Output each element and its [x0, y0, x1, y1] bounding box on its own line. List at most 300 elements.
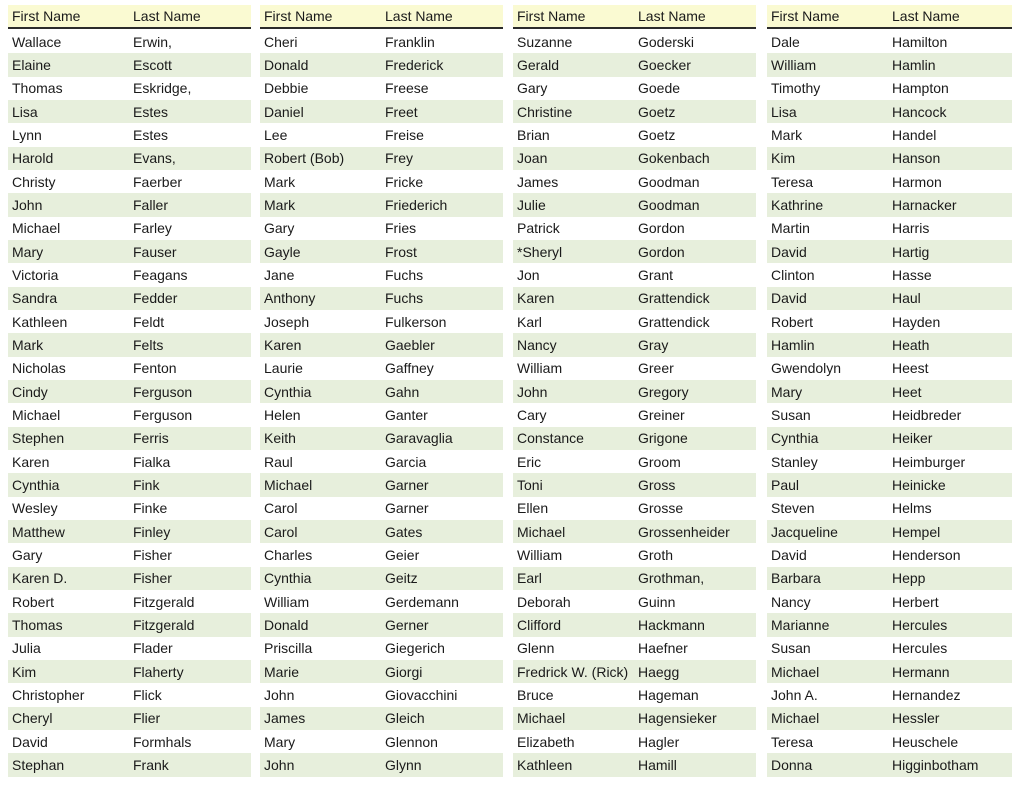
- first-name-cell: Victoria: [12, 266, 59, 283]
- last-name-cell: Grant: [638, 266, 674, 283]
- first-name-cell: Marie: [264, 663, 300, 680]
- first-name-cell: John A.: [771, 686, 818, 703]
- last-name-cell: Heidbreder: [892, 406, 962, 423]
- last-name-cell: Goderski: [638, 33, 695, 50]
- table-row: [513, 380, 756, 403]
- table-row: [260, 53, 503, 76]
- last-name-cell: Fries: [385, 220, 417, 237]
- last-name-cell: Fisher: [133, 546, 172, 563]
- table-row: [8, 77, 251, 100]
- last-name-cell: Fink: [133, 476, 160, 493]
- table-row: [513, 357, 756, 380]
- first-name-cell: *Sheryl: [517, 243, 563, 260]
- table-row: [260, 613, 503, 636]
- first-name-cell: Dale: [771, 33, 800, 50]
- first-name-cell: Susan: [771, 640, 811, 657]
- first-name-cell: John: [12, 196, 43, 213]
- table-row: [260, 380, 503, 403]
- first-name-cell: Harold: [12, 150, 54, 167]
- last-name-cell: Gates: [385, 523, 423, 540]
- last-name-cell: Grattendick: [638, 290, 710, 307]
- first-name-cell: Stephen: [12, 430, 65, 447]
- table-row: [513, 100, 756, 123]
- table-row: [767, 53, 1012, 76]
- table-row: [767, 590, 1012, 613]
- table-row: [260, 77, 503, 100]
- last-name-cell: Hanson: [892, 150, 941, 167]
- last-name-cell: Franklin: [385, 33, 435, 50]
- table-row: [767, 333, 1012, 356]
- first-name-header: First Name: [517, 8, 586, 24]
- first-name-cell: Carol: [264, 500, 298, 517]
- first-name-cell: Lisa: [771, 103, 797, 120]
- last-name-cell: Hartig: [892, 243, 930, 260]
- first-name-cell: Michael: [264, 476, 313, 493]
- first-name-header: First Name: [771, 8, 840, 24]
- table-row: [767, 683, 1012, 706]
- last-name-cell: Giovacchini: [385, 686, 458, 703]
- last-name-cell: Groom: [638, 453, 681, 470]
- first-name-cell: Cindy: [12, 383, 48, 400]
- table-row: [8, 730, 251, 753]
- first-name-cell: Gary: [264, 220, 295, 237]
- table-row: [8, 707, 251, 730]
- first-name-cell: William: [264, 593, 310, 610]
- first-name-cell: Robert (Bob): [264, 150, 345, 167]
- last-name-cell: Frank: [133, 756, 169, 773]
- last-name-cell: Ferris: [133, 430, 169, 447]
- last-name-cell: Fricke: [385, 173, 424, 190]
- last-name-cell: Hagler: [638, 733, 680, 750]
- last-name-cell: Harnacker: [892, 196, 957, 213]
- first-name-cell: David: [771, 546, 807, 563]
- first-name-cell: Jon: [517, 266, 540, 283]
- last-name-cell: Higginbotham: [892, 756, 979, 773]
- last-name-cell: Haegg: [638, 663, 680, 680]
- last-name-cell: Garavaglia: [385, 430, 453, 447]
- first-name-cell: Cynthia: [12, 476, 60, 493]
- first-name-cell: Debbie: [264, 80, 309, 97]
- last-name-cell: Haefner: [638, 640, 688, 657]
- first-name-cell: Ellen: [517, 500, 549, 517]
- table-row: [767, 427, 1012, 450]
- last-name-cell: Glynn: [385, 756, 422, 773]
- first-name-cell: Nancy: [771, 593, 811, 610]
- table-row: [767, 287, 1012, 310]
- first-name-cell: Michael: [517, 523, 566, 540]
- table-row: [8, 753, 251, 776]
- first-name-cell: Cary: [517, 406, 547, 423]
- last-name-cell: Grattendick: [638, 313, 710, 330]
- first-name-header: First Name: [12, 8, 81, 24]
- table-row: [8, 170, 251, 193]
- first-name-cell: Michael: [12, 406, 61, 423]
- last-name-cell: Faller: [133, 196, 169, 213]
- first-name-cell: Toni: [517, 476, 543, 493]
- first-name-cell: Clinton: [771, 266, 815, 283]
- last-name-cell: Goede: [638, 80, 681, 97]
- table-row: [260, 263, 503, 286]
- table-row: [8, 123, 251, 146]
- last-name-cell: Feldt: [133, 313, 165, 330]
- first-name-cell: Michael: [517, 710, 566, 727]
- name-table-block: [513, 5, 756, 777]
- last-name-cell: Felts: [133, 336, 164, 353]
- last-name-cell: Hernandez: [892, 686, 961, 703]
- last-name-cell: Gordon: [638, 243, 685, 260]
- last-name-cell: Garner: [385, 476, 429, 493]
- last-name-cell: Haul: [892, 290, 921, 307]
- table-row: [513, 170, 756, 193]
- last-name-cell: Gokenbach: [638, 150, 710, 167]
- table-row: [8, 333, 251, 356]
- first-name-cell: Steven: [771, 500, 815, 517]
- table-row: [513, 310, 756, 333]
- table-row: [8, 683, 251, 706]
- table-row: [513, 193, 756, 216]
- first-name-cell: Christopher: [12, 686, 85, 703]
- first-name-cell: Gary: [517, 80, 548, 97]
- table-row: [767, 263, 1012, 286]
- last-name-cell: Ferguson: [133, 383, 193, 400]
- first-name-cell: Teresa: [771, 733, 814, 750]
- first-name-cell: Elizabeth: [517, 733, 575, 750]
- table-row: [260, 520, 503, 543]
- table-row: [260, 543, 503, 566]
- table-row: [8, 473, 251, 496]
- name-table-block: [767, 5, 1012, 777]
- last-name-cell: Escott: [133, 56, 172, 73]
- last-name-cell: Greiner: [638, 406, 685, 423]
- table-row: [260, 567, 503, 590]
- last-name-cell: Geitz: [385, 570, 418, 587]
- table-row: [767, 123, 1012, 146]
- table-row: [513, 123, 756, 146]
- table-row: [260, 497, 503, 520]
- table-row: [513, 403, 756, 426]
- last-name-cell: Finke: [133, 500, 168, 517]
- first-name-cell: Gerald: [517, 56, 560, 73]
- first-name-cell: Kathleen: [12, 313, 68, 330]
- first-name-cell: Mary: [12, 243, 44, 260]
- table-row: [8, 263, 251, 286]
- table-row: [767, 613, 1012, 636]
- table-row: [767, 380, 1012, 403]
- first-name-cell: Bruce: [517, 686, 554, 703]
- last-name-cell: Fisher: [133, 570, 172, 587]
- first-name-cell: Cynthia: [264, 383, 312, 400]
- first-name-cell: Karl: [517, 313, 542, 330]
- first-name-cell: Deborah: [517, 593, 571, 610]
- last-name-cell: Fialka: [133, 453, 171, 470]
- table-row: [767, 730, 1012, 753]
- last-name-cell: Goodman: [638, 196, 700, 213]
- first-name-cell: Cynthia: [264, 570, 312, 587]
- first-name-cell: James: [517, 173, 559, 190]
- table-row: [767, 403, 1012, 426]
- first-name-cell: Paul: [771, 476, 800, 493]
- last-name-cell: Hagensieker: [638, 710, 717, 727]
- last-name-cell: Goetz: [638, 103, 676, 120]
- table-row: [260, 590, 503, 613]
- table-row: [767, 217, 1012, 240]
- first-name-cell: Christy: [12, 173, 56, 190]
- last-name-cell: Fitzgerald: [133, 616, 195, 633]
- first-name-cell: Robert: [771, 313, 814, 330]
- last-name-cell: Heath: [892, 336, 930, 353]
- last-name-cell: Gordon: [638, 220, 685, 237]
- table-row: [260, 450, 503, 473]
- table-row: [513, 473, 756, 496]
- table-row: [513, 613, 756, 636]
- table-row: [260, 473, 503, 496]
- last-name-cell: Hercules: [892, 616, 948, 633]
- last-name-cell: Freet: [385, 103, 418, 120]
- table-row: [260, 287, 503, 310]
- header-row: [767, 5, 1012, 29]
- last-name-cell: Fenton: [133, 360, 177, 377]
- header-row: [8, 5, 251, 29]
- first-name-cell: Gary: [12, 546, 43, 563]
- first-name-cell: John: [264, 756, 295, 773]
- first-name-cell: John: [517, 383, 548, 400]
- table-row: [8, 217, 251, 240]
- first-name-cell: Stanley: [771, 453, 818, 470]
- first-name-cell: Marianne: [771, 616, 830, 633]
- last-name-cell: Estes: [133, 126, 169, 143]
- table-row: [767, 520, 1012, 543]
- last-name-cell: Herbert: [892, 593, 939, 610]
- first-name-cell: Matthew: [12, 523, 65, 540]
- first-name-cell: Clifford: [517, 616, 562, 633]
- table-row: [8, 147, 251, 170]
- last-name-cell: Flick: [133, 686, 162, 703]
- table-row: [260, 333, 503, 356]
- first-name-cell: Nicholas: [12, 360, 66, 377]
- last-name-cell: Hampton: [892, 80, 949, 97]
- last-name-cell: Grigone: [638, 430, 688, 447]
- table-row: [260, 427, 503, 450]
- last-name-cell: Goecker: [638, 56, 691, 73]
- first-name-cell: Nancy: [517, 336, 557, 353]
- table-row: [8, 310, 251, 333]
- name-list: [8, 5, 1012, 779]
- table-row: [513, 77, 756, 100]
- table-row: [8, 380, 251, 403]
- table-row: [8, 193, 251, 216]
- last-name-header: Last Name: [638, 8, 706, 24]
- first-name-cell: Kathleen: [517, 756, 573, 773]
- first-name-cell: Eric: [517, 453, 542, 470]
- table-row: [513, 567, 756, 590]
- last-name-cell: Gross: [638, 476, 676, 493]
- last-name-cell: Gerner: [385, 616, 429, 633]
- table-row: [767, 100, 1012, 123]
- first-name-cell: Donald: [264, 616, 309, 633]
- last-name-cell: Feagans: [133, 266, 188, 283]
- table-row: [260, 217, 503, 240]
- last-name-cell: Farley: [133, 220, 172, 237]
- table-row: [767, 567, 1012, 590]
- table-row: [513, 53, 756, 76]
- first-name-cell: Susan: [771, 406, 811, 423]
- first-name-cell: Donald: [264, 56, 309, 73]
- last-name-cell: Greer: [638, 360, 674, 377]
- last-name-cell: Frey: [385, 150, 413, 167]
- name-table-block: [260, 5, 503, 777]
- table-row: [767, 30, 1012, 53]
- table-row: [513, 217, 756, 240]
- table-row: [513, 660, 756, 683]
- first-name-cell: Karen: [264, 336, 302, 353]
- table-row: [260, 637, 503, 660]
- first-name-cell: Earl: [517, 570, 542, 587]
- first-name-cell: Donna: [771, 756, 813, 773]
- first-name-cell: Brian: [517, 126, 550, 143]
- table-row: [767, 637, 1012, 660]
- table-row: [513, 683, 756, 706]
- last-name-cell: Ferguson: [133, 406, 193, 423]
- table-row: [260, 30, 503, 53]
- last-name-cell: Goetz: [638, 126, 676, 143]
- table-row: [8, 287, 251, 310]
- last-name-cell: Hackmann: [638, 616, 705, 633]
- table-row: [513, 427, 756, 450]
- first-name-cell: Joan: [517, 150, 548, 167]
- last-name-cell: Gregory: [638, 383, 689, 400]
- table-row: [513, 263, 756, 286]
- table-row: [767, 357, 1012, 380]
- last-name-cell: Gerdemann: [385, 593, 459, 610]
- last-name-cell: Freese: [385, 80, 429, 97]
- last-name-cell: Geier: [385, 546, 420, 563]
- first-name-cell: Gwendolyn: [771, 360, 842, 377]
- last-name-cell: Henderson: [892, 546, 961, 563]
- table-row: [8, 100, 251, 123]
- table-row: [767, 310, 1012, 333]
- first-name-cell: Elaine: [12, 56, 51, 73]
- first-name-header: First Name: [264, 8, 333, 24]
- table-row: [767, 707, 1012, 730]
- table-row: [513, 520, 756, 543]
- last-name-cell: Heet: [892, 383, 922, 400]
- first-name-cell: Cheri: [264, 33, 298, 50]
- table-row: [767, 240, 1012, 263]
- first-name-cell: Lynn: [12, 126, 42, 143]
- last-name-cell: Heimburger: [892, 453, 966, 470]
- first-name-cell: Michael: [12, 220, 61, 237]
- table-row: [8, 30, 251, 53]
- table-row: [513, 753, 756, 776]
- first-name-cell: Kim: [771, 150, 796, 167]
- last-name-cell: Eskridge,: [133, 80, 192, 97]
- last-name-cell: Frost: [385, 243, 417, 260]
- first-name-cell: Lee: [264, 126, 288, 143]
- first-name-cell: John: [264, 686, 295, 703]
- table-row: [513, 707, 756, 730]
- table-row: [260, 100, 503, 123]
- last-name-cell: Heinicke: [892, 476, 946, 493]
- table-row: [513, 287, 756, 310]
- first-name-cell: Wesley: [12, 500, 58, 517]
- first-name-cell: Mary: [264, 733, 296, 750]
- first-name-cell: Kim: [12, 663, 37, 680]
- last-name-cell: Ganter: [385, 406, 428, 423]
- last-name-cell: Fulkerson: [385, 313, 447, 330]
- first-name-cell: Suzanne: [517, 33, 573, 50]
- last-name-cell: Heest: [892, 360, 929, 377]
- first-name-cell: Keith: [264, 430, 296, 447]
- last-name-cell: Groth: [638, 546, 674, 563]
- first-name-cell: Wallace: [12, 33, 62, 50]
- table-row: [8, 543, 251, 566]
- first-name-cell: Mary: [771, 383, 803, 400]
- first-name-cell: Christine: [517, 103, 573, 120]
- table-row: [260, 707, 503, 730]
- table-row: [260, 147, 503, 170]
- table-row: [767, 473, 1012, 496]
- last-name-cell: Grossenheider: [638, 523, 730, 540]
- table-row: [513, 147, 756, 170]
- first-name-cell: Martin: [771, 220, 810, 237]
- table-row: [767, 147, 1012, 170]
- table-row: [513, 590, 756, 613]
- first-name-cell: Kathrine: [771, 196, 824, 213]
- table-row: [767, 77, 1012, 100]
- first-name-cell: Cynthia: [771, 430, 819, 447]
- last-name-cell: Fuchs: [385, 290, 424, 307]
- last-name-cell: Estes: [133, 103, 169, 120]
- first-name-cell: Mark: [12, 336, 44, 353]
- first-name-cell: Charles: [264, 546, 313, 563]
- table-row: [513, 333, 756, 356]
- table-row: [260, 730, 503, 753]
- last-name-cell: Garcia: [385, 453, 427, 470]
- table-row: [767, 450, 1012, 473]
- last-name-cell: Goodman: [638, 173, 700, 190]
- last-name-cell: Helms: [892, 500, 932, 517]
- last-name-cell: Evans,: [133, 150, 176, 167]
- last-name-cell: Gray: [638, 336, 669, 353]
- first-name-cell: Lisa: [12, 103, 38, 120]
- first-name-cell: Gayle: [264, 243, 301, 260]
- last-name-cell: Hermann: [892, 663, 950, 680]
- table-row: [260, 240, 503, 263]
- last-name-cell: Handel: [892, 126, 937, 143]
- first-name-cell: Sandra: [12, 290, 58, 307]
- last-name-cell: Gleich: [385, 710, 425, 727]
- last-name-cell: Hepp: [892, 570, 926, 587]
- header-row: [260, 5, 503, 29]
- first-name-cell: David: [12, 733, 48, 750]
- first-name-cell: Priscilla: [264, 640, 313, 657]
- last-name-cell: Faerber: [133, 173, 183, 190]
- last-name-cell: Hageman: [638, 686, 699, 703]
- table-row: [767, 660, 1012, 683]
- first-name-cell: Raul: [264, 453, 293, 470]
- table-row: [8, 403, 251, 426]
- first-name-cell: Helen: [264, 406, 301, 423]
- first-name-cell: Cheryl: [12, 710, 53, 727]
- last-name-cell: Friederich: [385, 196, 448, 213]
- first-name-cell: Thomas: [12, 616, 63, 633]
- table-row: [767, 497, 1012, 520]
- last-name-header: Last Name: [385, 8, 453, 24]
- last-name-cell: Heuschele: [892, 733, 959, 750]
- table-row: [8, 590, 251, 613]
- last-name-cell: Hasse: [892, 266, 932, 283]
- last-name-cell: Formhals: [133, 733, 192, 750]
